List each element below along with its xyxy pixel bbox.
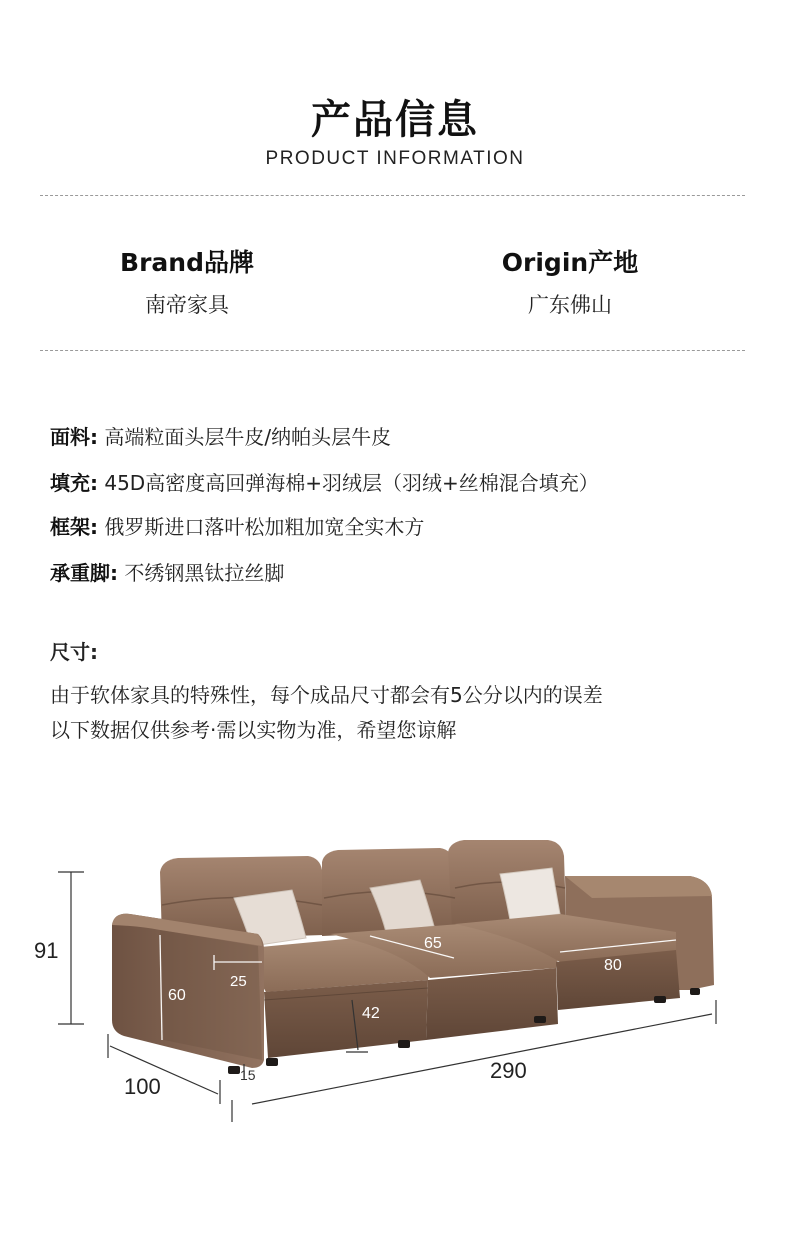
- dim-height-total: 91: [34, 938, 59, 963]
- spec-legs-value: 不绣钢黑钛拉丝脚: [118, 561, 285, 585]
- spec-legs-label: 承重脚:: [50, 561, 118, 585]
- spec-fabric: [50, 421, 391, 450]
- origin-label: Origin产地: [501, 248, 639, 277]
- spec-legs: [50, 557, 284, 586]
- spec-frame: [50, 511, 424, 540]
- spec-filling-value: 45D高密度高回弹海棉+羽绒层（羽绒+丝棉混合填充）: [98, 471, 599, 495]
- spec-frame-value: 俄罗斯进口落叶松加粗加宽全实木方: [98, 515, 425, 539]
- sofa-dimension-diagram: [0, 800, 790, 1200]
- divider-bottom: [40, 350, 745, 351]
- dim-depth: 100: [124, 1074, 161, 1099]
- spec-fabric-label: 面料:: [50, 425, 98, 449]
- size-heading: 尺寸:: [50, 640, 98, 664]
- page-subtitle: PRODUCT INFORMATION: [265, 148, 525, 169]
- size-note-1: 由于软体家具的特殊性，每个成品尺寸都会有5公分以内的误差: [50, 683, 603, 707]
- dim-seat-depth-front: 42: [362, 1005, 380, 1022]
- size-note-2: 以下数据仅供参考·需以实物为准，希望您谅解: [50, 718, 457, 742]
- pillow-right: [500, 868, 560, 920]
- dim-seat-height: 60: [168, 987, 186, 1004]
- dim-arm-width: 25: [230, 973, 247, 990]
- origin-value: 广东佛山: [528, 293, 612, 317]
- brand-label: Brand品牌: [120, 248, 254, 277]
- page-title: 产品信息: [311, 97, 479, 143]
- dim-seat-width: 65: [424, 935, 442, 952]
- dim-leg-height: 15: [240, 1067, 256, 1083]
- spec-filling-label: 填充:: [50, 471, 98, 495]
- spec-filling: [50, 467, 599, 496]
- spec-frame-label: 框架:: [50, 515, 98, 539]
- dim-seat-depth: 80: [604, 957, 622, 974]
- spec-fabric-value: 高端粒面头层牛皮/纳帕头层牛皮: [98, 425, 392, 449]
- divider-top: [40, 195, 745, 196]
- brand-value: 南帝家具: [145, 293, 229, 317]
- dim-length: 290: [490, 1058, 527, 1083]
